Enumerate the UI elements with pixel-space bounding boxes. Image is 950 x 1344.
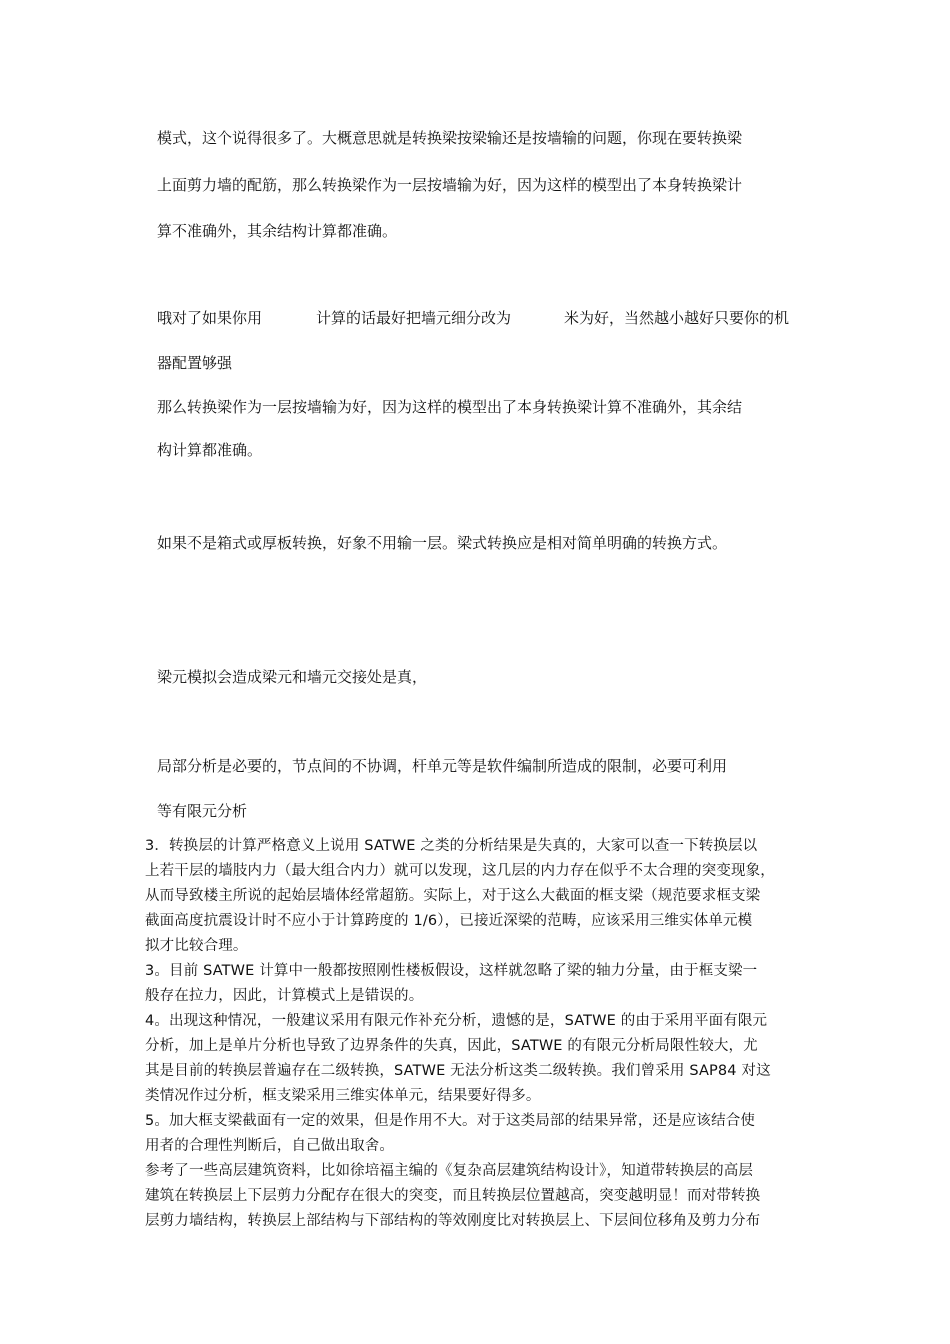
text-line: 如果不是箱式或厚板转换，好象不用输一层。梁式转换应是相对简单明确的转换方式。	[157, 534, 728, 552]
paragraph-line: 截面高度抗震设计时不应小于计算跨度的 1/6），已接近深梁的范畴，应该采用三维实体单元模	[145, 913, 753, 929]
text-segment: 计算的话最好把墙元细分改为	[316, 309, 512, 327]
paragraph-line: 5。加大框支梁截面有一定的效果，但是作用不大。对于这类局部的结果异常，还是应该结合使	[145, 1113, 756, 1129]
text-line: 模式，这个说得很多了。大概意思就是转换梁按梁输还是按墙输的问题，你现在要转换梁	[157, 129, 743, 147]
paragraph-line: 上若干层的墙肢内力（最大组合内力）就可以发现，这几层的内力存在似乎不太合理的突变现象，	[145, 863, 775, 879]
text-segment: 哦对了如果你用	[157, 309, 263, 327]
text-line: 上面剪力墙的配筋，那么转换梁作为一层按墙输为好，因为这样的模型出了本身转换梁计	[157, 176, 743, 194]
paragraph-line: 3。目前 SATWE 计算中一般都按照刚性楼板假设，这样就忽略了梁的轴力分量，由于框支梁一	[145, 963, 758, 979]
text-line: 构计算都准确。	[157, 441, 263, 459]
paragraph-line: 用者的合理性判断后，自己做出取舍。	[145, 1138, 395, 1154]
paragraph-line: 4。出现这种情况，一般建议采用有限元作补充分析，遗憾的是，SATWE 的由于采用平面有限元	[145, 1013, 768, 1029]
paragraph-line: 般存在拉力，因此，计算模式上是错误的。	[145, 988, 424, 1004]
paragraph-line: 分析，加上是单片分析也导致了边界条件的失真，因此，SATWE 的有限元分析局限性较大，尤	[145, 1038, 758, 1054]
text-line: 等有限元分析	[157, 802, 248, 820]
text-segment: 米为好，当然越小越好只要你的机	[564, 309, 790, 327]
text-line: 器配置够强	[157, 354, 233, 372]
paragraph-line: 其是目前的转换层普遍存在二级转换，SATWE 无法分析这类二级转换。我们曾采用 SAP84 对这	[145, 1063, 771, 1079]
text-line: 那么转换梁作为一层按墙输为好，因为这样的模型出了本身转换梁计算不准确外，其余结	[157, 398, 743, 416]
paragraph-line: 从而导致楼主所说的起始层墙体经常超筋。实际上，对于这么大截面的框支梁（规范要求框支梁	[145, 888, 761, 904]
text-line: 局部分析是必要的，节点间的不协调，杆单元等是软件编制所造成的限制，必要可利用	[157, 757, 728, 775]
paragraph-line: 类情况作过分析，框支梁采用三维实体单元，结果要好得多。	[145, 1088, 541, 1104]
text-line: 算不准确外，其余结构计算都准确。	[157, 222, 398, 240]
text-line-with-gaps	[157, 308, 817, 328]
text-line: 梁元模拟会造成梁元和墙元交接处是真，	[157, 668, 428, 686]
paragraph-line: 建筑在转换层上下层剪力分配存在很大的突变，而且转换层位置越高，突变越明显！而对带转换	[145, 1188, 761, 1204]
paragraph-line: 拟才比较合理。	[145, 938, 248, 954]
paragraph-line: 参考了一些高层建筑资料，比如徐培福主编的《复杂高层建筑结构设计》，知道带转换层的高层	[145, 1163, 754, 1179]
paragraph-line: 3．转换层的计算严格意义上说用 SATWE 之类的分析结果是失真的，大家可以查一下转换层以	[145, 838, 758, 854]
paragraph-line: 层剪力墙结构，转换层上部结构与下部结构的等效刚度比对转换层上、下层间位移角及剪力分布	[145, 1213, 761, 1229]
